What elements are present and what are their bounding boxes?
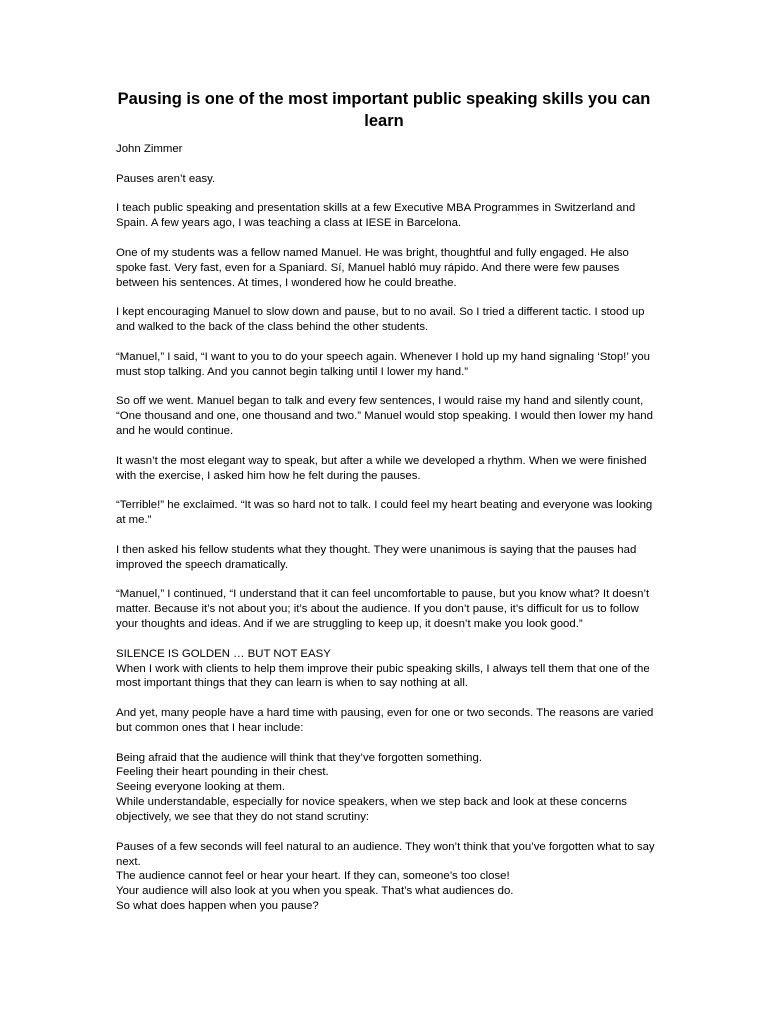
author-line: John Zimmer [116, 143, 183, 155]
paragraph: It wasn’t the most elegant way to speak, but after a while we developed a rhythm. When we were finished with the exercise, I asked him how he felt during the pauses. [116, 454, 647, 482]
closing-question: So what does happen when you pause? [116, 900, 319, 913]
reason-line: Feeling their heart pounding in their chest. [116, 766, 329, 779]
section-heading: SILENCE IS GOLDEN … BUT NOT EASY [116, 647, 331, 660]
rebuttal-line: Your audience will also look at you when you speak. That’s what audiences do. [116, 885, 514, 898]
paragraph: So off we went. Manuel began to talk and every few sentences, I would raise my hand and silently count, “One thousand and one, one thousand and two.” Manuel would stop speaking. I would then lower my hand and he would continue. [116, 395, 653, 438]
section-paragraph: And yet, many people have a hard time with pausing, even for one or two seconds. The reasons are varied but common ones that I hear include: [116, 707, 654, 734]
rebuttal-line: Pauses of a few seconds will feel natural to an audience. They won’t think that you’ve forgotten what to say next. [116, 840, 655, 868]
paragraph: I then asked his fellow students what they thought. They were unanimous is saying that the pauses had improved the speech dramatically. [116, 543, 637, 571]
paragraph: “Manuel,” I said, “I want to you to do your speech again. Whenever I hold up my hand signaling ‘Stop!’ you must stop talking. And you cannot begin talking until I lower my hand.” [116, 350, 650, 378]
reason-line: Being afraid that the audience will think that they’ve forgotten something. [116, 751, 482, 764]
reason-summary: While understandable, especially for novice speakers, when we step back and look at these concerns objectively, we see that they do not stand scrutiny: [116, 796, 627, 823]
paragraph: Pauses aren’t easy. [116, 172, 216, 185]
reason-line: Seeing everyone looking at them. [116, 781, 286, 794]
paragraph: I kept encouraging Manuel to slow down and pause, but to no avail. So I tried a different tactic. I stood up and walked to the back of the class behind the other students. [116, 306, 645, 334]
document-body [116, 142, 656, 914]
paragraph: “Terrible!” he exclaimed. “It was so hard not to talk. I could feel my heart beating and everyone was looking at me.” [116, 499, 653, 527]
rebuttal-line: The audience cannot feel or hear your heart. If they can, someone’s too close! [116, 870, 510, 883]
section-paragraph: When I work with clients to help them improve their pubic speaking skills, I always tell them that one of the most important things that they can learn is when to say nothing at all. [116, 662, 650, 690]
document-title: Pausing is one of the most important public speaking skills you can learn [117, 90, 651, 130]
paragraph: “Manuel,” I continued, “I understand that it can feel uncomfortable to pause, but you know what? It doesn’t matter. Because it’s not about you; it’s about the audience. If you don’t pause, it’s difficult for us to follow your thoughts and ideas. And if we are struggling to keep up, it doesn’t make you look good.” [116, 588, 650, 630]
paragraph: I teach public speaking and presentation skills at a few Executive MBA Programmes in Switzerland and Spain. A few years ago, I was teaching a class at IESE in Barcelona. [116, 202, 636, 230]
paragraph: One of my students was a fellow named Manuel. He was bright, thoughtful and fully engaged. He also spoke fast. Very fast, even for a Spaniard. Sí, Manuel habló muy rápido. And there were few pauses between his sentences. At times, I wondered how he could breathe. [116, 246, 629, 289]
